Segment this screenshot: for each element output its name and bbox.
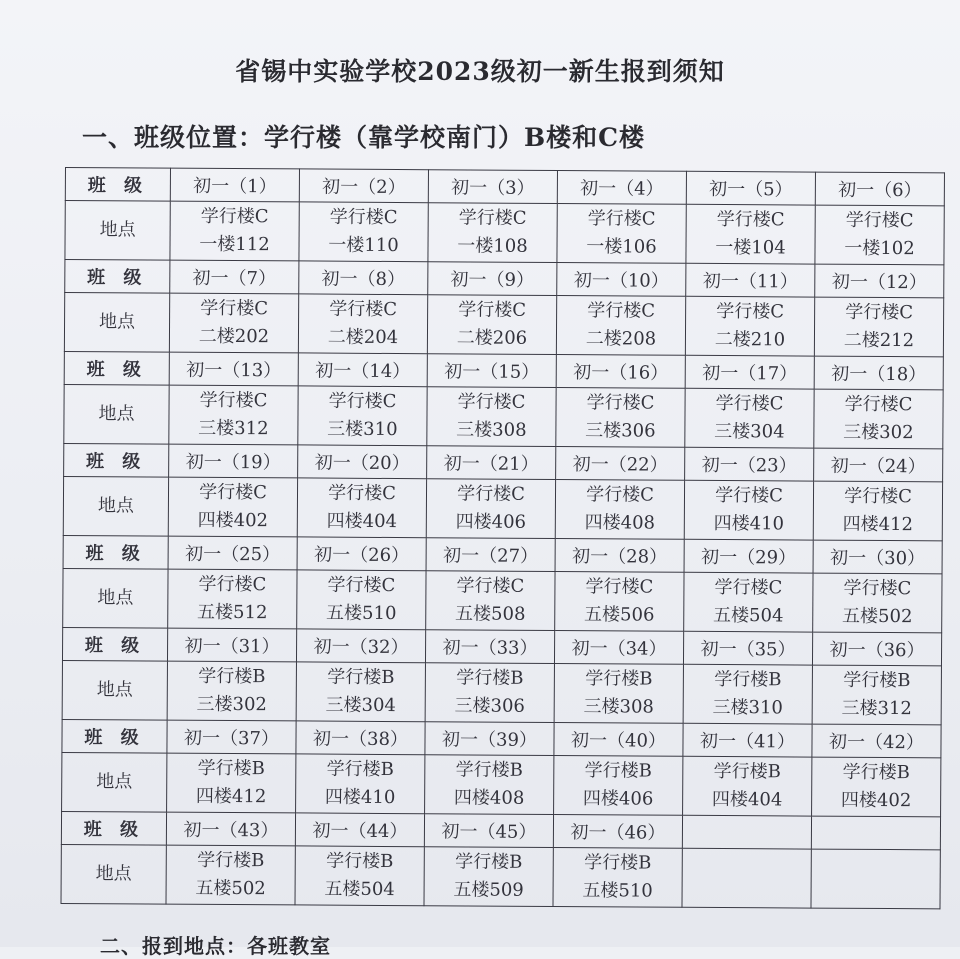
- location-cell: [295, 846, 424, 906]
- location-row-label: 地点: [63, 568, 168, 628]
- building-name: 学行楼C: [716, 300, 785, 323]
- room-number: 二楼204: [327, 326, 399, 349]
- location-cell: [170, 201, 299, 261]
- room-number: 二楼212: [843, 329, 915, 352]
- class-name-cell: 初一（30）: [813, 540, 942, 574]
- building-name: 学行楼C: [200, 205, 269, 228]
- room-number: 五楼509: [453, 879, 524, 901]
- building-name: 学行楼C: [586, 484, 654, 506]
- room-number: 一楼112: [199, 233, 270, 256]
- class-name-cell: 初一（17）: [685, 355, 814, 389]
- section-heading-class-location: 一、班级位置：学行楼（靠学校南门）B楼和C楼: [82, 123, 646, 152]
- room-number: 四楼410: [713, 512, 785, 535]
- class-row: [65, 168, 944, 206]
- room-number: 五楼510: [326, 602, 397, 625]
- class-name-cell: 初一（19）: [169, 444, 298, 478]
- class-row: [65, 260, 944, 298]
- building-name: 学行楼B: [585, 668, 653, 690]
- class-name-cell: 初一（31）: [167, 628, 296, 662]
- location-cell: [426, 571, 555, 631]
- class-name-cell: 初一（11）: [686, 263, 815, 297]
- class-name-cell: 初一（12）: [815, 264, 944, 298]
- class-row: [64, 443, 943, 481]
- location-cell: [812, 665, 941, 725]
- building-name: 学行楼C: [328, 482, 396, 505]
- building-name: 学行楼B: [327, 666, 395, 689]
- class-name-cell: 初一（22）: [556, 447, 685, 481]
- class-name-cell: 初一（20）: [298, 445, 427, 479]
- location-cell: [686, 204, 815, 264]
- location-row-label: 地点: [62, 660, 167, 720]
- room-number: 三楼308: [583, 696, 654, 718]
- location-cell: [297, 478, 426, 538]
- location-cell: [815, 205, 944, 265]
- building-name: 学行楼C: [457, 483, 525, 505]
- room-number: 四楼410: [324, 786, 396, 809]
- room-number: 二楼206: [456, 327, 528, 349]
- room-number: 三楼310: [327, 418, 398, 441]
- class-name-cell: 初一（16）: [556, 355, 685, 389]
- location-row: [64, 293, 943, 357]
- building-name: 学行楼B: [197, 757, 266, 780]
- room-number: 五楼512: [197, 601, 268, 624]
- location-cell: [555, 572, 684, 632]
- class-name-cell: 初一（28）: [555, 539, 684, 573]
- building-name: 学行楼C: [329, 206, 398, 229]
- location-row: [63, 568, 942, 632]
- location-row: [61, 844, 940, 908]
- location-cell: [169, 385, 298, 445]
- location-cell: [555, 480, 684, 540]
- class-name-cell: 初一（21）: [427, 446, 556, 480]
- room-number: 三楼304: [325, 694, 396, 717]
- location-cell: [554, 755, 683, 815]
- class-name-cell: 初一（24）: [814, 448, 943, 482]
- room-number: 三楼302: [843, 421, 914, 444]
- location-row-label: 地点: [63, 476, 168, 536]
- room-number: 五楼510: [582, 880, 653, 902]
- building-name: 学行楼C: [458, 207, 527, 229]
- room-number: 五楼504: [324, 878, 395, 901]
- class-row: [62, 627, 941, 665]
- location-cell: [298, 294, 427, 354]
- class-name-cell: 初一（32）: [296, 629, 425, 663]
- building-name: 学行楼C: [715, 392, 784, 415]
- class-row-label: 班 级: [65, 260, 170, 294]
- class-name-cell: 初一（41）: [683, 723, 812, 757]
- building-name: 学行楼C: [198, 573, 267, 596]
- location-cell: [425, 755, 554, 815]
- location-cell: [425, 663, 554, 723]
- section-heading-report-location: 二、报到地点：各班教室: [100, 934, 331, 958]
- class-row: [62, 719, 941, 757]
- location-cell: [168, 569, 297, 629]
- class-name-cell: 初一（6）: [815, 172, 944, 206]
- room-number: 四楼412: [842, 513, 914, 536]
- class-name-cell: [811, 816, 940, 850]
- building-name: 学行楼B: [455, 851, 523, 873]
- location-cell: [556, 388, 685, 448]
- class-name-cell: 初一（46）: [553, 814, 682, 848]
- building-name: 学行楼C: [329, 298, 398, 321]
- class-name-cell: 初一（2）: [299, 169, 428, 203]
- class-name-cell: 初一（27）: [426, 538, 555, 572]
- building-name: 学行楼B: [713, 760, 781, 783]
- class-name-cell: 初一（36）: [812, 632, 941, 666]
- location-cell: [684, 480, 813, 540]
- class-row-label: 班 级: [61, 811, 166, 845]
- location-cell: [812, 757, 941, 817]
- location-cell: [298, 386, 427, 446]
- room-number: 四楼406: [582, 788, 654, 810]
- class-row: [63, 535, 942, 573]
- location-cell: [553, 847, 682, 907]
- location-cell: [554, 663, 683, 723]
- building-name: 学行楼B: [584, 760, 652, 782]
- building-name: 学行楼C: [586, 392, 655, 414]
- location-cell: [167, 661, 296, 721]
- location-cell: [426, 479, 555, 539]
- location-cell: [685, 296, 814, 356]
- class-name-cell: 初一（1）: [170, 168, 299, 202]
- location-cell: [299, 202, 428, 262]
- location-cell: [813, 481, 942, 541]
- room-number: 一楼106: [586, 236, 657, 258]
- building-name: 学行楼C: [716, 208, 785, 231]
- location-row: [63, 476, 942, 540]
- room-number: 一楼102: [844, 237, 915, 260]
- class-name-cell: 初一（9）: [428, 262, 557, 296]
- class-name-cell: 初一（4）: [557, 171, 686, 205]
- location-cell: [811, 849, 940, 909]
- location-cell: [683, 664, 812, 724]
- location-row-label: 地点: [64, 384, 169, 444]
- building-name: 学行楼C: [844, 485, 912, 508]
- building-name: 学行楼B: [197, 849, 265, 872]
- location-row-label: 地点: [65, 201, 170, 261]
- class-row-label: 班 级: [65, 168, 170, 202]
- building-name: 学行楼C: [844, 393, 913, 416]
- class-name-cell: 初一（15）: [427, 354, 556, 388]
- location-cell: [683, 756, 812, 816]
- room-number: 三楼306: [454, 695, 525, 717]
- class-name-cell: 初一（26）: [297, 537, 426, 571]
- room-number: 二楼202: [198, 325, 270, 348]
- location-cell: [166, 845, 295, 905]
- building-name: 学行楼B: [326, 850, 394, 873]
- room-number: 四楼408: [453, 787, 525, 809]
- room-number: 四楼404: [711, 788, 783, 811]
- class-name-cell: 初一（45）: [424, 814, 553, 848]
- location-cell: [296, 754, 425, 814]
- location-cell: [424, 847, 553, 907]
- room-number: 五楼502: [195, 877, 266, 900]
- room-number: 二楼208: [585, 328, 657, 350]
- class-name-cell: 初一（39）: [425, 722, 554, 756]
- room-number: 五楼502: [842, 605, 913, 628]
- building-name: 学行楼C: [456, 575, 525, 597]
- class-name-cell: 初一（37）: [167, 720, 296, 754]
- location-row-label: 地点: [61, 844, 166, 904]
- room-number: 三楼312: [841, 697, 912, 720]
- class-name-cell: 初一（13）: [169, 352, 298, 386]
- building-name: 学行楼B: [326, 758, 394, 781]
- room-number: 三楼310: [712, 696, 783, 719]
- class-name-cell: 初一（18）: [814, 356, 943, 390]
- room-number: 五楼506: [584, 604, 655, 626]
- class-row: [61, 811, 940, 849]
- location-cell: [684, 572, 813, 632]
- location-cell: [814, 389, 943, 449]
- location-cell: [813, 573, 942, 633]
- location-row: [64, 384, 943, 448]
- room-number: 四楼408: [584, 512, 656, 534]
- room-number: 一楼108: [457, 235, 528, 257]
- room-number: 四楼406: [455, 511, 527, 533]
- class-row-label: 班 级: [64, 351, 169, 385]
- building-name: 学行楼C: [200, 297, 269, 320]
- class-row-label: 班 级: [62, 627, 167, 661]
- building-name: 学行楼C: [199, 389, 268, 412]
- location-cell: [427, 295, 556, 355]
- location-row-label: 地点: [62, 752, 167, 812]
- building-name: 学行楼B: [455, 759, 523, 781]
- location-cell: [167, 753, 296, 813]
- room-number: 四楼404: [326, 510, 398, 533]
- room-number: 三楼306: [585, 420, 656, 442]
- location-row: [62, 660, 941, 724]
- building-name: 学行楼C: [845, 301, 914, 324]
- room-number: 二楼210: [714, 328, 786, 351]
- room-number: 一楼110: [328, 234, 399, 257]
- location-cell: [557, 204, 686, 264]
- class-name-cell: 初一（14）: [298, 353, 427, 387]
- location-cell: [814, 297, 943, 357]
- class-row-label: 班 级: [64, 443, 169, 477]
- building-name: 学行楼B: [842, 761, 910, 784]
- class-name-cell: 初一（38）: [296, 721, 425, 755]
- building-name: 学行楼C: [715, 484, 783, 507]
- building-name: 学行楼C: [457, 391, 526, 413]
- class-name-cell: 初一（23）: [685, 447, 814, 481]
- building-name: 学行楼C: [587, 208, 656, 230]
- location-cell: [427, 387, 556, 447]
- location-row: [65, 201, 944, 265]
- location-row: [62, 752, 941, 816]
- location-cell: [296, 662, 425, 722]
- class-name-cell: 初一（40）: [554, 722, 683, 756]
- table-body: [61, 168, 944, 909]
- location-cell: [169, 293, 298, 353]
- room-number: 四楼402: [840, 789, 912, 812]
- location-cell: [428, 203, 557, 263]
- room-number: 三楼312: [198, 417, 269, 440]
- building-name: 学行楼C: [199, 481, 267, 504]
- class-name-cell: 初一（43）: [166, 812, 295, 846]
- class-name-cell: 初一（8）: [299, 261, 428, 295]
- class-name-cell: 初一（7）: [170, 260, 299, 294]
- room-number: 三楼302: [196, 693, 267, 716]
- document-title: 省锡中实验学校2023级初一新生报到须知: [235, 57, 725, 86]
- location-row-label: 地点: [64, 293, 169, 353]
- class-location-table: [60, 167, 944, 909]
- building-name: 学行楼C: [714, 576, 783, 599]
- room-number: 五楼508: [455, 603, 526, 625]
- building-name: 学行楼C: [587, 300, 656, 322]
- class-location-table-wrapper: [60, 167, 944, 909]
- building-name: 学行楼B: [456, 667, 524, 689]
- location-cell: [297, 570, 426, 630]
- room-number: 三楼308: [456, 419, 527, 441]
- class-row-label: 班 级: [62, 719, 167, 753]
- class-name-cell: 初一（29）: [684, 539, 813, 573]
- class-name-cell: 初一（44）: [295, 813, 424, 847]
- building-name: 学行楼B: [584, 852, 652, 874]
- room-number: 四楼412: [195, 785, 267, 808]
- class-name-cell: 初一（33）: [425, 630, 554, 664]
- building-name: 学行楼C: [585, 576, 654, 598]
- class-name-cell: 初一（3）: [428, 170, 557, 204]
- class-name-cell: 初一（42）: [812, 724, 941, 758]
- building-name: 学行楼B: [714, 668, 782, 691]
- room-number: 四楼402: [197, 509, 269, 532]
- class-name-cell: 初一（34）: [554, 630, 683, 664]
- room-number: 三楼304: [714, 420, 785, 443]
- location-cell: [168, 477, 297, 537]
- building-name: 学行楼B: [843, 669, 911, 692]
- building-name: 学行楼C: [845, 209, 914, 232]
- building-name: 学行楼C: [843, 577, 912, 600]
- building-name: 学行楼C: [327, 574, 396, 597]
- class-name-cell: 初一（35）: [683, 631, 812, 665]
- building-name: 学行楼B: [198, 665, 266, 688]
- class-name-cell: 初一（25）: [168, 536, 297, 570]
- room-number: 一楼104: [715, 236, 786, 259]
- building-name: 学行楼C: [328, 390, 397, 413]
- location-cell: [682, 848, 811, 908]
- class-name-cell: 初一（5）: [686, 171, 815, 205]
- location-cell: [556, 296, 685, 356]
- room-number: 五楼504: [713, 604, 784, 627]
- class-name-cell: [682, 815, 811, 849]
- class-row: [64, 351, 943, 389]
- location-cell: [685, 388, 814, 448]
- class-row-label: 班 级: [63, 535, 168, 569]
- class-name-cell: 初一（10）: [557, 263, 686, 297]
- building-name: 学行楼C: [458, 299, 527, 321]
